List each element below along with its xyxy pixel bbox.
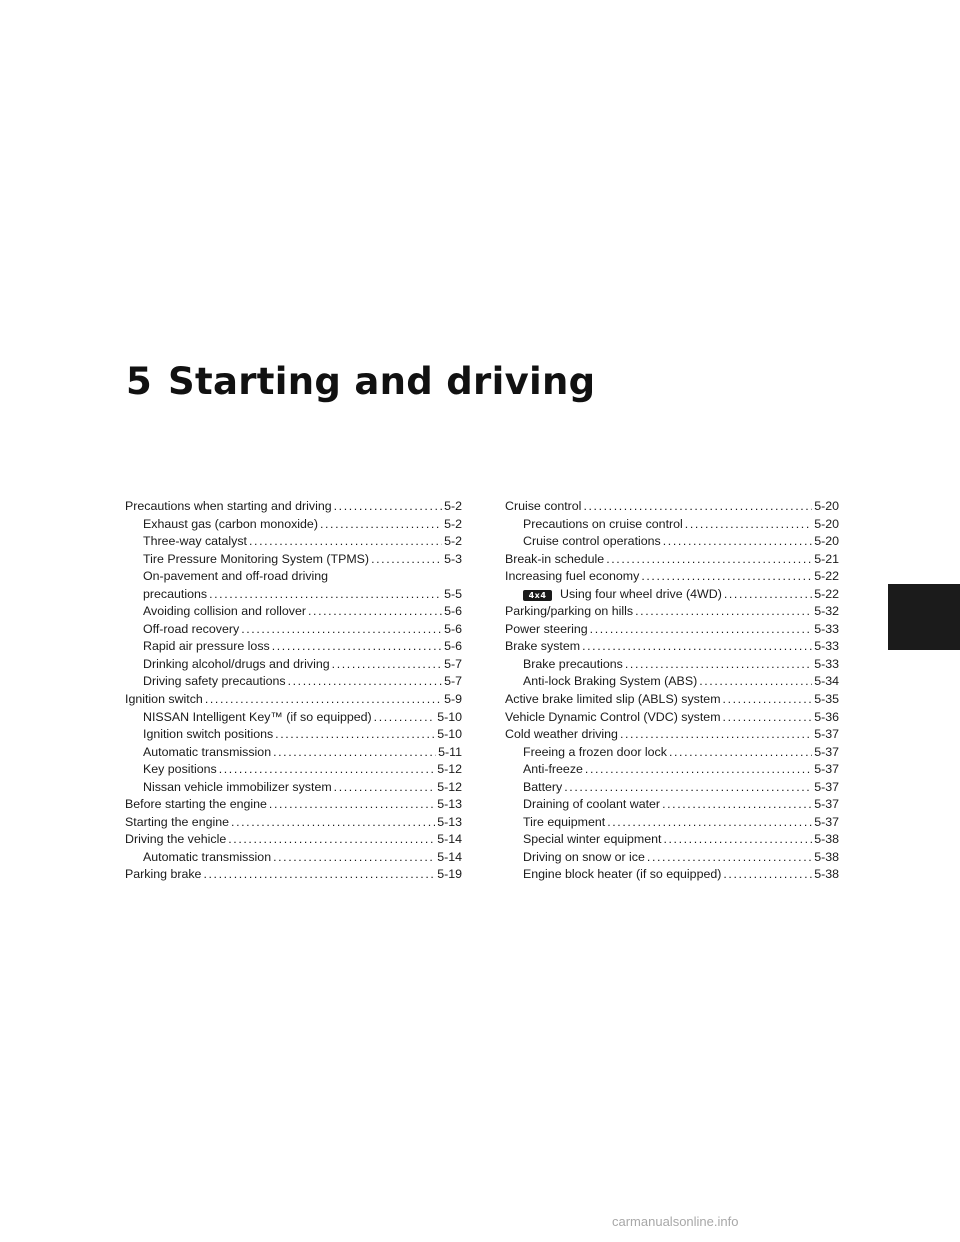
toc-entry-text: Active brake limited slip (ABLS) system (505, 692, 721, 707)
toc-entry-label (143, 586, 207, 602)
toc-entry-label (505, 709, 721, 725)
toc-leader-dots (272, 638, 442, 654)
toc-entry-text: Using four wheel drive (4WD) (560, 586, 722, 601)
toc-entry-label (523, 586, 722, 602)
toc-entry-text: Automatic transmission (143, 744, 272, 759)
toc-entry-label (143, 726, 273, 742)
toc-page-number: 5-5 (444, 586, 462, 601)
toc-entry-anti-freeze[interactable] (505, 761, 839, 777)
toc-entry-label (143, 761, 217, 777)
toc-entry-label (523, 796, 660, 812)
toc-page-number: 5-2 (444, 499, 462, 513)
toc-entry-off-road-recovery[interactable] (125, 621, 462, 637)
toc-entry-draining-of-coolant-water[interactable] (505, 796, 839, 812)
toc-leader-dots (724, 586, 812, 602)
toc-page-number: 5-36 (814, 709, 839, 724)
toc-entry-key-positions[interactable] (125, 761, 462, 777)
toc-entry-driving-the-vehicle[interactable] (125, 831, 462, 847)
toc-entry-label (523, 761, 583, 777)
toc-page-number: 5-6 (444, 604, 462, 619)
toc-entry-label (505, 691, 721, 707)
toc-entry-label (143, 638, 270, 654)
toc-page-number: 5-13 (437, 814, 462, 829)
toc-leader-dots (332, 656, 442, 672)
toc-leader-dots (288, 673, 443, 689)
toc-leader-dots (723, 691, 813, 707)
toc-leader-dots (203, 866, 435, 882)
chapter-title-text: Starting and driving (168, 360, 596, 403)
toc-page-number: 5-32 (814, 604, 839, 619)
chapter-tab-marker (888, 584, 960, 650)
toc-entry-text: Driving safety precautions (143, 674, 286, 689)
toc-right-column (505, 498, 839, 884)
toc-entry-label (143, 656, 330, 672)
toc-page-number: 5-33 (814, 621, 839, 636)
toc-leader-dots (625, 656, 812, 672)
toc-entry-text: Anti-freeze (523, 762, 583, 777)
toc-entry-brake-precautions[interactable] (505, 656, 839, 672)
toc-entry-drinking-alcohol-drugs-and-driving[interactable] (125, 656, 462, 672)
toc-entry-text: Increasing fuel economy (505, 569, 640, 584)
toc-entry-special-winter-equipment[interactable] (505, 831, 839, 847)
toc-page-number: 5-37 (814, 797, 839, 812)
toc-entry-text: Parking/parking on hills (505, 604, 634, 619)
toc-entry-text: Vehicle Dynamic Control (VDC) system (505, 709, 721, 724)
toc-entry-text: On-pavement and off-road driving (143, 569, 329, 584)
toc-entry-text: Exhaust gas (carbon monoxide) (143, 516, 318, 531)
toc-page-number: 5-7 (444, 656, 462, 671)
toc-entry-label (505, 621, 588, 637)
toc-page-number: 5-19 (437, 867, 462, 882)
toc-entry-text: Draining of coolant water (523, 797, 661, 812)
toc-entry-label (143, 779, 332, 795)
toc-entry-text: Ignition switch positions (143, 727, 274, 742)
toc-entry-text: Engine block heater (if so equipped) (523, 867, 722, 882)
toc-page-number: 5-12 (437, 762, 462, 777)
toc-entry-cruise-control[interactable] (505, 498, 839, 514)
toc-entry-label (523, 831, 661, 847)
toc-page-number: 5-38 (814, 867, 839, 882)
toc-entry-nissan-vehicle-immobilizer-system[interactable] (125, 779, 462, 795)
toc-entry-label (523, 779, 562, 795)
toc-page-number: 5-14 (437, 849, 462, 864)
toc-entry-text: Brake system (505, 639, 581, 654)
toc-entry-label (143, 849, 271, 865)
toc-leader-dots (669, 744, 812, 760)
toc-entry-label (523, 814, 605, 830)
toc-leader-dots (663, 831, 812, 847)
toc-entry-text: Battery (523, 779, 563, 794)
toc-entry-parking-parking-on-hills[interactable] (505, 603, 839, 619)
toc-entry-driving-on-snow-or-ice[interactable] (505, 849, 839, 865)
toc-entry-label (125, 814, 229, 830)
toc-entry-label (523, 516, 683, 532)
toc-page-number: 5-20 (814, 534, 839, 549)
chapter-title (126, 360, 595, 403)
toc-leader-dots (685, 516, 812, 532)
toc-entry-text: Special winter equipment (523, 832, 662, 847)
toc-page-number: 5-33 (814, 656, 839, 671)
toc-entry-text: Automatic transmission (143, 849, 272, 864)
toc-page-number: 5-34 (814, 674, 839, 689)
toc-leader-dots (606, 551, 812, 567)
toc-left-column (125, 498, 462, 884)
toc-entry-label (143, 516, 318, 532)
toc-page-number: 5-7 (444, 674, 462, 689)
toc-page-number: 5-33 (814, 639, 839, 654)
toc-page-number: 5-37 (814, 762, 839, 777)
toc-entry-parking-brake[interactable] (125, 866, 462, 882)
toc-entry-precautions-when-starting-and-driving[interactable] (125, 498, 462, 514)
toc-entry-label (523, 656, 623, 672)
toc-page-number: 5-37 (814, 727, 839, 742)
toc-entry-text: Freeing a frozen door lock (523, 744, 667, 759)
toc-leader-dots (371, 551, 442, 567)
toc-entry-engine-block-heater-if-so-equipped[interactable] (505, 866, 839, 882)
toc-entry-active-brake-limited-slip-abls-system[interactable] (505, 691, 839, 707)
toc-entry-label (143, 673, 286, 689)
toc-page-number: 5-37 (814, 779, 839, 794)
toc-entry-anti-lock-braking-system-abs[interactable] (505, 673, 839, 689)
toc-leader-dots (699, 673, 812, 689)
toc-page-number: 5-37 (814, 744, 839, 759)
toc-page-number: 5-13 (437, 797, 462, 812)
toc-page-number: 5-10 (437, 709, 462, 724)
toc-leader-dots (205, 691, 442, 707)
toc-entry-label (505, 603, 633, 619)
toc-entry-battery[interactable] (505, 779, 839, 795)
toc-entry-label (523, 533, 661, 549)
toc-leader-dots (269, 796, 435, 812)
toc-page-number: 5-2 (444, 516, 462, 531)
toc-entry-brake-system[interactable] (505, 638, 839, 654)
toc-entry-exhaust-gas-carbon-monoxide[interactable] (125, 516, 462, 532)
toc-page-number: 5-3 (444, 551, 462, 566)
toc-page-number: 5-20 (814, 499, 839, 513)
toc-entry-text: Ignition switch (125, 692, 203, 707)
toc-entry-text: Cruise control (505, 499, 582, 513)
toc-page-number: 5-2 (444, 534, 462, 549)
toc-page-number: 5-6 (444, 621, 462, 636)
toc-leader-dots (585, 761, 812, 777)
toc-entry-text: Before starting the engine (125, 797, 267, 812)
toc-leader-dots (273, 744, 436, 760)
toc-page-number: 5-37 (814, 814, 839, 829)
toc-entry-automatic-transmission[interactable] (125, 849, 462, 865)
toc-entry-text: Tire Pressure Monitoring System (TPMS) (143, 551, 370, 566)
toc-entry-label (125, 831, 226, 847)
toc-entry-label (143, 744, 271, 760)
toc-entry-ignition-switch-positions[interactable] (125, 726, 462, 742)
toc-entry-starting-the-engine[interactable] (125, 814, 462, 830)
toc-entry-label (125, 866, 201, 882)
toc-entry-text: Off-road recovery (143, 621, 240, 636)
toc-entry-text: Break-in schedule (505, 551, 605, 566)
toc-entry-driving-safety-precautions[interactable] (125, 673, 462, 689)
toc-entry-cold-weather-driving[interactable] (505, 726, 839, 742)
toc-entry-precautions[interactable] (125, 586, 462, 602)
toc-entry-label (143, 551, 369, 567)
toc-leader-dots (663, 533, 812, 549)
toc-page-number: 5-12 (437, 779, 462, 794)
toc-entry-label (505, 726, 618, 742)
toc-leader-dots (249, 533, 442, 549)
toc-leader-dots (231, 814, 435, 830)
toc-entry-tire-pressure-monitoring-system-tpms[interactable] (125, 551, 462, 567)
toc-leader-dots (662, 796, 812, 812)
toc-leader-dots (564, 779, 812, 795)
toc-entry-ignition-switch[interactable] (125, 691, 462, 707)
toc-entry-label (505, 551, 604, 567)
toc-entry-text: Driving the vehicle (125, 832, 227, 847)
toc-leader-dots (583, 498, 812, 514)
toc-entry-avoiding-collision-and-rollover[interactable] (125, 603, 462, 619)
toc-entry-label (143, 603, 306, 619)
toc-entry-rapid-air-pressure-loss[interactable] (125, 638, 462, 654)
toc-entry-text: Anti-lock Braking System (ABS) (523, 674, 698, 689)
toc-leader-dots (334, 498, 442, 514)
toc-leader-dots (219, 761, 435, 777)
toc-entry-text: Starting the engine (125, 814, 230, 829)
toc-entry-text: Parking brake (125, 867, 202, 882)
toc-entry-label (125, 498, 332, 514)
toc-entry-using-four-wheel-drive-4wd[interactable] (505, 586, 839, 602)
toc-entry-label (125, 691, 203, 707)
toc-entry-precautions-on-cruise-control[interactable] (505, 516, 839, 532)
toc-entry-before-starting-the-engine[interactable] (125, 796, 462, 812)
toc-page-number: 5-22 (814, 586, 839, 601)
chapter-number: 5 (126, 360, 153, 403)
toc-entry-label (505, 568, 639, 584)
toc-entry-label (143, 533, 247, 549)
toc-entry-text: Key positions (143, 762, 217, 777)
toc-entry-increasing-fuel-economy[interactable] (505, 568, 839, 584)
toc-entry-label (523, 744, 667, 760)
toc-leader-dots (334, 779, 436, 795)
toc-leader-dots (209, 586, 442, 602)
toc-leader-dots (320, 516, 442, 532)
toc-entry-power-steering[interactable] (505, 621, 839, 637)
toc-entry-text: precautions (143, 586, 208, 601)
toc-entry-cruise-control-operations[interactable] (505, 533, 839, 549)
watermark: carmanualsonline.info (612, 1214, 739, 1229)
toc-entry-freeing-a-frozen-door-lock[interactable] (505, 744, 839, 760)
toc-entry-label (523, 673, 697, 689)
toc-page-number: 5-9 (444, 692, 462, 707)
toc-entry-label (143, 568, 328, 584)
toc-leader-dots (647, 849, 812, 865)
toc-page-number: 5-11 (438, 744, 462, 759)
toc-entry-label (143, 709, 372, 725)
toc-entry-automatic-transmission[interactable] (125, 744, 462, 760)
toc-entry-tire-equipment[interactable] (505, 814, 839, 830)
4x4-icon: 4x4 (523, 590, 552, 601)
toc-leader-dots (273, 849, 435, 865)
toc-entry-text: NISSAN Intelligent Key™ (if so equipped) (143, 709, 372, 724)
toc-entry-label (505, 638, 580, 654)
toc-leader-dots (241, 621, 442, 637)
toc-leader-dots (374, 709, 436, 725)
toc-leader-dots (607, 814, 812, 830)
toc-leader-dots (723, 866, 812, 882)
toc-entry-text: Drinking alcohol/drugs and driving (143, 656, 330, 671)
toc-entry-text: Driving on snow or ice (523, 849, 645, 864)
toc-leader-dots (723, 709, 813, 725)
toc-page-number: 5-38 (814, 849, 839, 864)
toc-leader-dots (635, 603, 812, 619)
toc-entry-on-pavement-and-off-road-driving[interactable] (125, 568, 462, 584)
toc-page-number: 5-38 (814, 832, 839, 847)
toc-leader-dots (620, 726, 812, 742)
toc-entry-label (523, 866, 721, 882)
toc-leader-dots (641, 568, 812, 584)
toc-entry-vehicle-dynamic-control-vdc-system[interactable] (505, 709, 839, 725)
toc-entry-label (505, 498, 581, 514)
toc-entry-nissan-intelligent-key-if-so-equipped[interactable] (125, 709, 462, 725)
toc-page-number: 5-20 (814, 516, 839, 531)
toc-leader-dots (582, 638, 812, 654)
toc-entry-three-way-catalyst[interactable] (125, 533, 462, 549)
toc-page-number: 5-14 (437, 832, 462, 847)
toc-page-number: 5-22 (814, 569, 839, 584)
toc-entry-break-in-schedule[interactable] (505, 551, 839, 567)
toc-entry-label (523, 849, 645, 865)
toc-page-number: 5-10 (437, 727, 462, 742)
toc-entry-text: Precautions on cruise control (523, 516, 683, 531)
toc-entry-text: Brake precautions (523, 656, 623, 671)
toc-entry-text: Three-way catalyst (143, 534, 247, 549)
toc-entry-text: Cruise control operations (523, 534, 661, 549)
toc-leader-dots (308, 603, 442, 619)
toc-entry-text: Power steering (505, 621, 588, 636)
toc-entry-text: Precautions when starting and driving (125, 499, 332, 513)
toc-entry-label (125, 796, 267, 812)
toc-page-number: 5-21 (814, 551, 839, 566)
toc-entry-label (143, 621, 239, 637)
toc-leader-dots (228, 831, 435, 847)
toc-leader-dots (275, 726, 435, 742)
toc-entry-text: Tire equipment (523, 814, 606, 829)
toc-entry-text: Avoiding collision and rollover (143, 604, 307, 619)
toc-page-number: 5-35 (814, 692, 839, 707)
toc-entry-text: Cold weather driving (505, 727, 618, 742)
toc-entry-text: Rapid air pressure loss (143, 639, 270, 654)
toc-leader-dots (590, 621, 813, 637)
toc-entry-text: Nissan vehicle immobilizer system (143, 779, 332, 794)
toc-page-number: 5-6 (444, 639, 462, 654)
